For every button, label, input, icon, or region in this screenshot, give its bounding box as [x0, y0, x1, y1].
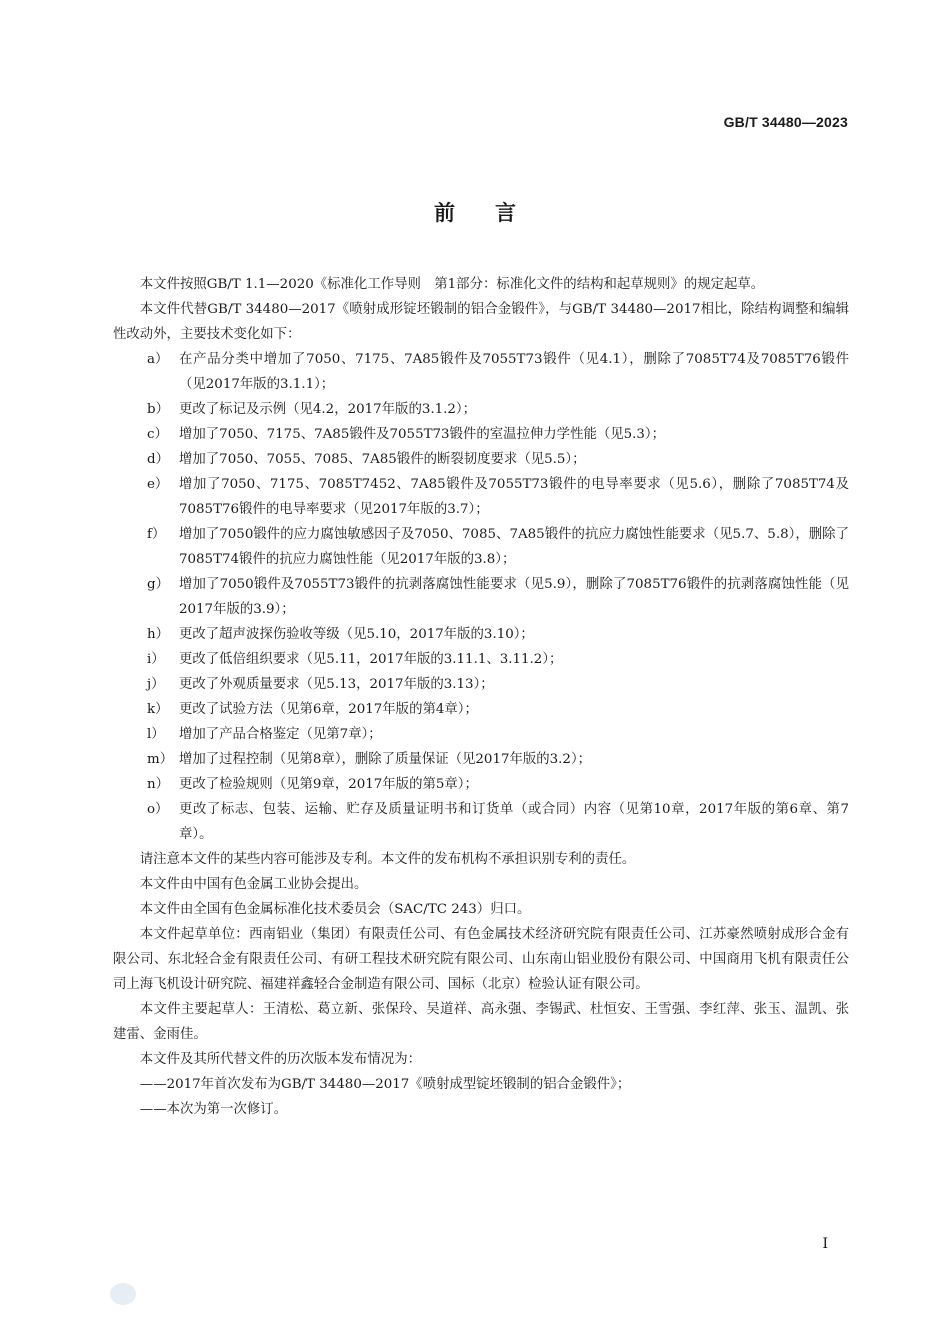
list-marker: m）: [147, 752, 174, 767]
list-item-text: 增加了过程控制（见第8章），删除了质量保证（见2017年版的3.2）；: [179, 752, 592, 767]
paragraph-drafters: 本文件主要起草人：王清松、葛立新、张保玲、吴道祥、高永强、李锡武、杜恒安、王雪强、李红萍、张玉、温凯、张建雷、金雨佳。: [113, 1002, 849, 1042]
list-item: [113, 647, 849, 672]
list-item-text: 在产品分类中增加了7050、7175、7A85锻件及7055T73锻件（见4.1），删除了7085T74及7085T76锻件（见2017年版的3.1.1）；: [179, 352, 849, 392]
paragraph-proposer: 本文件由中国有色金属工业协会提出。: [139, 877, 368, 892]
list-item: [113, 747, 849, 772]
list-marker: o）: [147, 802, 169, 817]
list-item-text: 更改了低倍组织要求（见5.11，2017年版的3.11.1、3.11.2）；: [179, 652, 563, 667]
list-marker: l）: [147, 727, 165, 742]
history-item: ——本次为第一次修订。: [139, 1102, 288, 1117]
list-marker: a）: [147, 352, 169, 367]
list-item-text: 更改了试验方法（见第6章，2017年版的第4章）；: [179, 702, 478, 717]
list-item-text: 更改了检验规则（见第9章，2017年版的第5章）；: [179, 777, 478, 792]
list-item-text: 更改了标志、包装、运输、贮存及质量证明书和订货单（或合同）内容（见第10章，2017年版的第6章、第7章）。: [179, 802, 849, 842]
list-marker: g）: [147, 577, 169, 592]
list-item-text: 增加了7050、7175、7085T7452、7A85锻件及7055T73锻件的电导率要求（见5.6），删除了7085T74及7085T76锻件的电导率要求（见2017年版的3.7）；: [179, 477, 849, 517]
list-item: [113, 422, 849, 447]
list-item-text: 增加了7050锻件及7055T73锻件的抗剥落腐蚀性能要求（见5.9），删除了7085T76锻件的抗剥落腐蚀性能（见2017年版的3.9）；: [179, 577, 849, 617]
list-marker: b）: [147, 402, 169, 417]
list-marker: h）: [147, 627, 170, 642]
list-item: [113, 472, 849, 522]
list-item: [113, 772, 849, 797]
page-number: I: [822, 1236, 828, 1252]
paragraph-drafting-units: 本文件起草单位：西南铝业（集团）有限责任公司、有色金属技术经济研究院有限责任公司、江苏豪然喷射成形合金有限公司、东北轻合金有限责任公司、有研工程技术研究院有限公司、山东南山铝业股份有限公司、中国商用飞机有限责任公司上海飞机设计研究院、福建祥鑫轻合金制造有限公司、国标（北京）检验认证有限公司。: [113, 927, 849, 992]
page-title: 前言: [434, 201, 556, 225]
list-item-text: 更改了标记及示例（见4.2，2017年版的3.1.2）；: [179, 402, 476, 417]
changes-list: [113, 347, 849, 847]
list-item-text: 增加了7050锻件的应力腐蚀敏感因子及7050、7085、7A85锻件的抗应力腐蚀性能要求（见5.7、5.8），删除了7085T74锻件的抗应力腐蚀性能（见2017年版的3.8）；: [179, 527, 849, 567]
list-item: [113, 347, 849, 397]
document-code: GB/T 34480—2023: [723, 114, 848, 130]
list-item: [113, 522, 849, 572]
list-item-text: 增加了产品合格鉴定（见第7章）；: [179, 727, 382, 742]
list-item-text: 更改了超声波探伤验收等级（见5.10，2017年版的3.10）；: [179, 627, 534, 642]
paragraph-committee: 本文件由全国有色金属标准化技术委员会（SAC/TC 243）归口。: [139, 902, 531, 917]
list-marker: c）: [147, 427, 168, 442]
paragraph-patent-notice: 请注意本文件的某些内容可能涉及专利。本文件的发布机构不承担识别专利的责任。: [139, 852, 636, 867]
list-item-text: 更改了外观质量要求（见5.13，2017年版的3.13）；: [179, 677, 494, 692]
history-item: ——2017年首次发布为GB/T 34480—2017《喷射成型锭坯锻制的铝合金锻件》；: [139, 1077, 631, 1092]
paragraph-drafting-basis: 本文件按照GB/T 1.1—2020《标准化工作导则 第1部分：标准化文件的结构和起草规则》的规定起草。: [139, 277, 765, 292]
list-marker: j）: [147, 677, 165, 692]
list-marker: n）: [147, 777, 170, 792]
list-item: [113, 797, 849, 847]
list-marker: f）: [147, 527, 166, 542]
list-item: [113, 697, 849, 722]
sac-logo-icon: [110, 1283, 136, 1305]
list-marker: d）: [147, 452, 169, 467]
paragraph-history-intro: 本文件及其所代替文件的历次版本发布情况为：: [139, 1052, 421, 1067]
list-item-text: 增加了7050、7175、7A85锻件及7055T73锻件的室温拉伸力学性能（见5.3）；: [179, 427, 666, 442]
list-marker: k）: [147, 702, 169, 717]
list-item: [113, 622, 849, 647]
list-item: [113, 672, 849, 697]
paragraph-replacement: 本文件代替GB/T 34480—2017《喷射成形锭坯锻制的铝合金锻件》，与GB/T 34480—2017相比，除结构调整和编辑性改动外，主要技术变化如下：: [113, 302, 849, 342]
list-item: [113, 572, 849, 622]
list-marker: e）: [147, 477, 169, 492]
document-body: [113, 272, 849, 1122]
list-marker: i）: [147, 652, 165, 667]
list-item: [113, 397, 849, 422]
list-item: [113, 722, 849, 747]
list-item-text: 增加了7050、7055、7085、7A85锻件的断裂韧度要求（见5.5）；: [179, 452, 586, 467]
list-item: [113, 447, 849, 472]
